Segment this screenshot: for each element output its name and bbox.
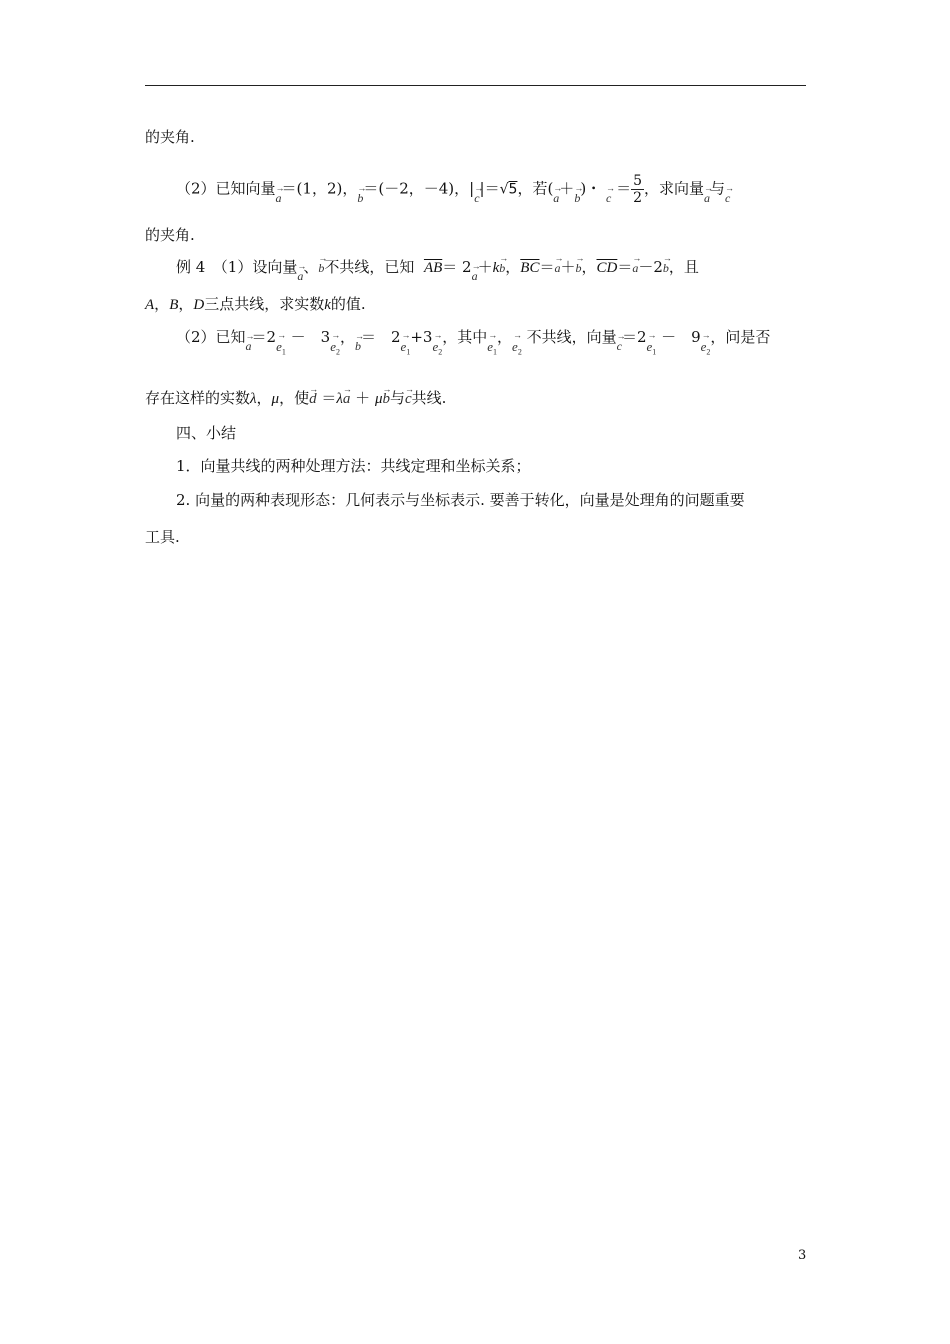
p6-eq-a: ＝2: [251, 328, 277, 346]
p6-ask: ，问是否: [710, 328, 771, 346]
text-line-1: 的夹角.: [145, 128, 195, 146]
ex4-eq-cd: ＝: [617, 258, 633, 276]
e-letter: e: [512, 339, 518, 354]
p6-comma: ，: [339, 328, 355, 346]
frac-den: 2: [633, 190, 642, 206]
vector-e2: [512, 337, 522, 363]
vector-a: → a: [632, 258, 638, 278]
section-heading-summary: 四、小结: [176, 424, 237, 442]
ex4-comma2: ，: [581, 258, 597, 276]
point-D: D: [193, 297, 205, 313]
ex4-plus-k: ＋: [477, 258, 493, 276]
vector-AB: $\overline{AB}$: [423, 260, 443, 276]
ex4-eq-bc: ＝: [539, 258, 555, 276]
vector-a: → a: [553, 188, 559, 208]
header-rule: [145, 85, 806, 86]
vector-c: → c: [405, 389, 412, 409]
p6-noncol: 不共线，向量: [526, 328, 617, 346]
vector-c: → c: [725, 188, 730, 208]
var-lambda: λ: [250, 391, 257, 407]
var-mu: μ: [374, 391, 383, 407]
ex4-plus2: ＋: [560, 258, 576, 276]
e-letter: e: [646, 339, 653, 354]
p2-eq3: ＝: [616, 179, 632, 198]
e-sub: 1: [493, 347, 498, 357]
sqrt-5: √5: [499, 181, 518, 198]
vector-b: → b: [663, 258, 669, 278]
vector-a: → a: [297, 266, 303, 286]
p6-plus3: +3: [410, 328, 433, 346]
e-sub: 1: [406, 347, 411, 357]
line5-tail: 的值.: [330, 295, 366, 313]
ex4-noncol: 不共线，已知: [324, 258, 415, 276]
vector-e2: [432, 337, 442, 363]
e-sub: 2: [438, 347, 443, 357]
p2-close-dot: )・: [580, 179, 602, 198]
e-sub: 1: [652, 347, 657, 357]
paragraph-2: [176, 173, 730, 206]
frac-num: 5: [633, 173, 642, 189]
vector-a: → a: [472, 266, 478, 286]
vector-e1: [401, 337, 411, 363]
p6-minus: － 3: [290, 328, 331, 346]
vector-b: → b: [355, 336, 361, 356]
point-B: B: [169, 297, 179, 313]
abs-close: |＝: [479, 179, 500, 198]
vector-a: → a: [554, 258, 560, 278]
vector-b: → b: [357, 188, 363, 208]
vector-b: → b: [382, 389, 390, 409]
vector-BC: $\overline{BC}$: [520, 260, 540, 276]
p2-if: ，若(: [517, 179, 554, 198]
var-mu: μ: [271, 391, 280, 407]
p2-with: 与: [710, 179, 726, 198]
p6-minus9: － 9: [661, 328, 701, 346]
var-k: k: [492, 260, 500, 276]
p6-among: ，其中: [442, 328, 488, 346]
e-sub: 2: [706, 347, 711, 357]
p2-label: （2）已知向量: [176, 179, 276, 198]
line7-pre: 存在这样的实数: [145, 389, 251, 407]
summary-item-1: 1．向量共线的两种处理方法：共线定理和坐标关系；: [176, 457, 531, 475]
line7-tail: 共线.: [411, 389, 447, 407]
sqrt-radicand: 5: [508, 181, 518, 198]
e-letter: e: [487, 339, 494, 354]
vector-e1: [647, 337, 657, 363]
e-sub: 2: [517, 347, 522, 357]
vector-a: → a: [276, 188, 282, 208]
text-line-5: [145, 294, 366, 315]
vector-b: → b: [499, 258, 505, 278]
vector-e1: [276, 337, 286, 363]
p2-eq1: ＝(1，2)，: [281, 179, 358, 198]
vector-c: → c: [474, 188, 479, 208]
vector-e2: [330, 337, 340, 363]
example-4: [176, 257, 699, 283]
p2-ask: ，求向量: [644, 179, 705, 198]
line7-c1: ，: [256, 389, 272, 407]
vector-d: → d: [309, 389, 317, 409]
vector-b: → b: [575, 258, 581, 278]
vector-a: → a: [343, 389, 351, 409]
line5-c2: ，: [178, 295, 194, 313]
summary-item-2-continued: 工具.: [145, 528, 180, 546]
vector-CD: $\overline{CD}$: [596, 260, 618, 276]
p6-comma2: ，: [497, 328, 513, 346]
ex4-sep: 、: [303, 258, 319, 276]
vector-c: → c: [617, 336, 622, 356]
line7-use: ，使: [279, 389, 310, 407]
e-letter: e: [700, 339, 707, 354]
ex4-minus2: －2: [638, 258, 663, 276]
text-line-7: [145, 388, 446, 409]
line7-plus: ＋: [355, 389, 371, 407]
summary-item-2: 2. 向量的两种表现形态：几何表示与坐标表示. 要善于转化，向量是处理角的问题重要: [176, 491, 745, 509]
p2-plus: ＋: [559, 179, 575, 198]
p6-eq-c: ＝2: [621, 328, 647, 346]
paragraph-6: [176, 327, 771, 357]
ex4-eq-ab: ＝ 2: [442, 258, 472, 276]
vector-b: → b: [574, 188, 580, 208]
line7-eq: ＝: [321, 389, 337, 407]
line7-with: 与: [389, 389, 405, 407]
text-line-3: 的夹角.: [145, 226, 195, 244]
vector-a: → a: [246, 336, 252, 356]
vector-a: → a: [704, 188, 710, 208]
p6-label: （2）已知: [176, 328, 246, 346]
ex4-label: 例 4 （1）设向量: [176, 258, 298, 276]
vector-b: → b: [318, 258, 324, 278]
e-sub: 2: [335, 347, 340, 357]
vector-e2: [701, 337, 711, 363]
fraction-5-2: [631, 173, 644, 206]
ex4-comma1: ，: [505, 258, 521, 276]
point-A: A: [145, 297, 155, 313]
e-letter: e: [330, 339, 336, 354]
e-letter: e: [276, 339, 282, 354]
e-letter: e: [400, 339, 407, 354]
line5-rest: 三点共线，求实数: [204, 295, 325, 313]
var-k: k: [324, 297, 331, 313]
vector-e1: [487, 337, 497, 363]
p2-eq2: ＝(－2，－4)，: [363, 179, 470, 198]
e-sub: 1: [281, 347, 286, 357]
p6-eq-b: ＝ 2: [361, 328, 401, 346]
page-number: 3: [798, 1248, 807, 1263]
vector-c: → c: [606, 188, 611, 208]
line5-c1: ，: [154, 295, 170, 313]
ex4-and: ，且: [668, 258, 699, 276]
var-lambda: λ: [336, 391, 343, 407]
e-letter: e: [432, 339, 439, 354]
abs-open: |: [469, 179, 475, 198]
